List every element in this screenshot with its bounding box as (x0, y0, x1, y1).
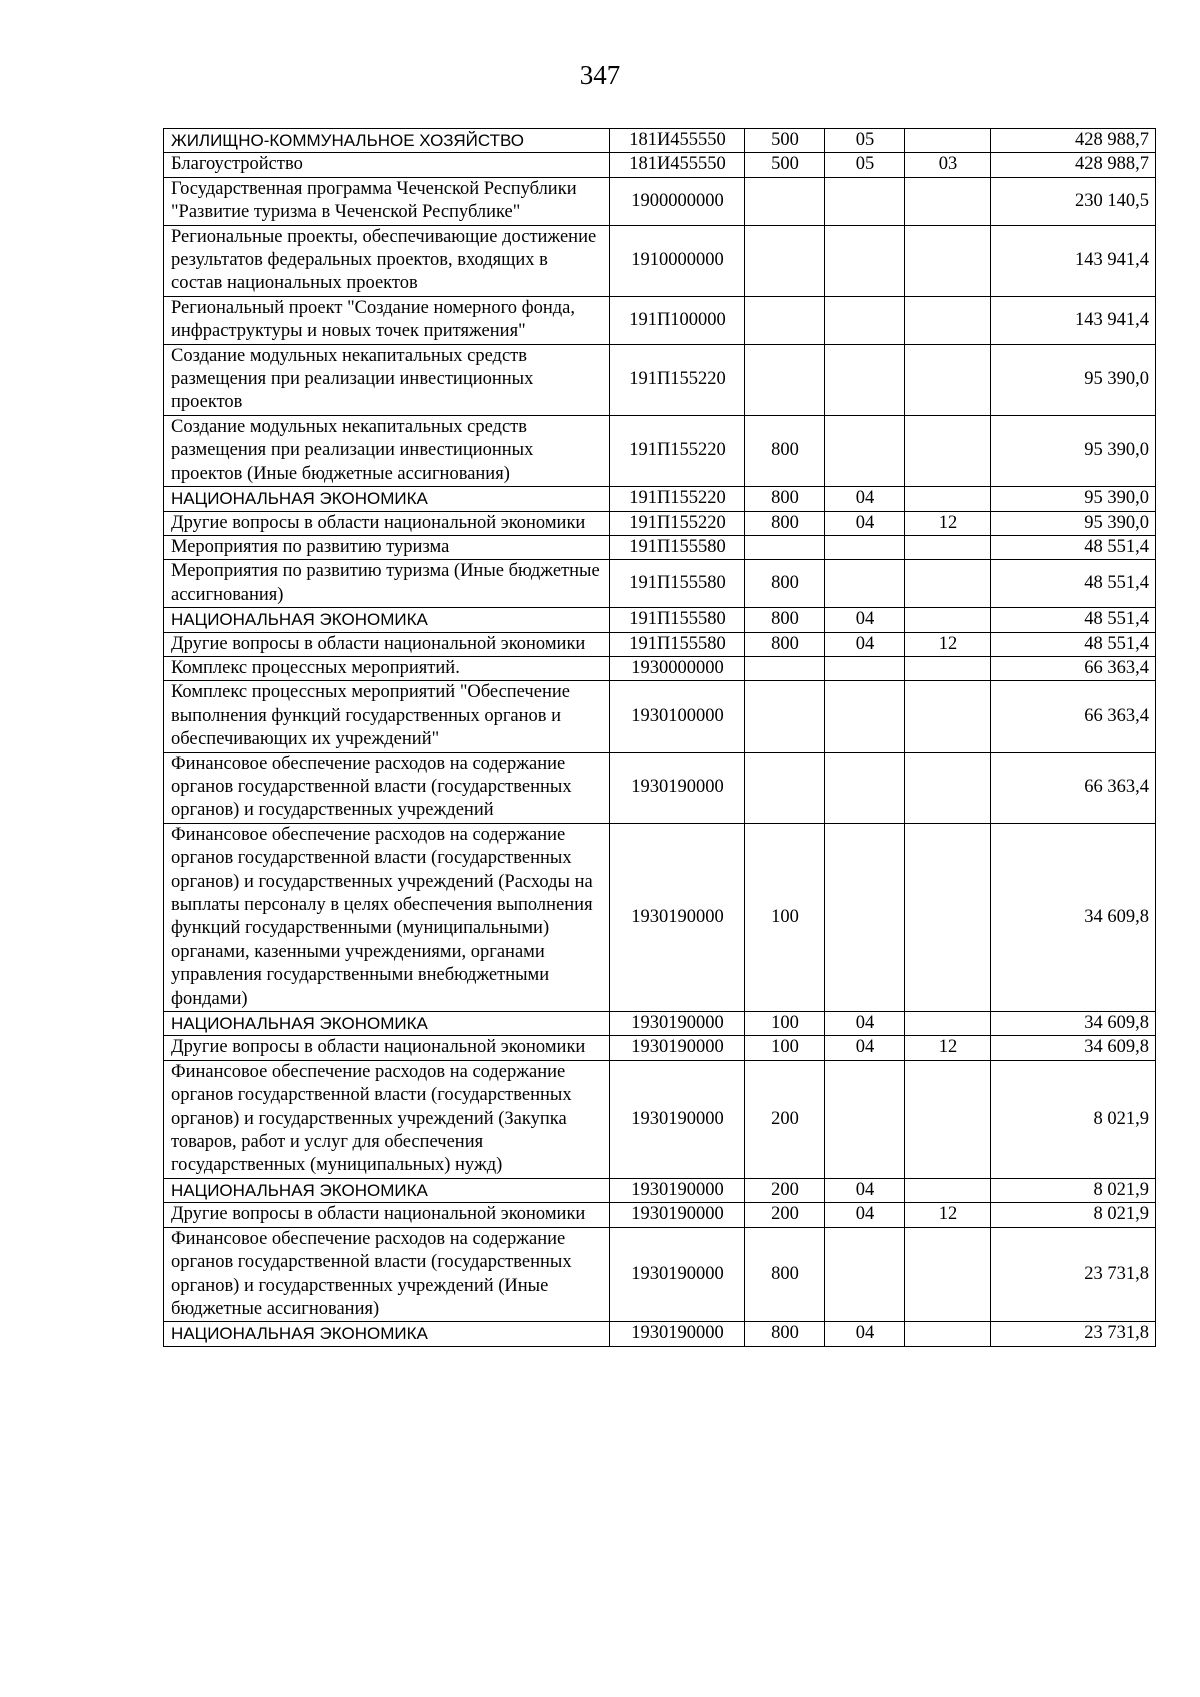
amount-cell: 95 390,0 (991, 344, 1156, 415)
expense-name-cell: Финансовое обеспечение расходов на содержание органов государственной власти (государственных органов) и государственных учреждений (Расходы на выплаты персоналу в целях обеспечения выполнения функций государственными (муниципальными) органами, казенными учреждениями, органами управления государственными внебюджетными фондами) (164, 823, 610, 1011)
section-code-cell: 04 (825, 632, 905, 656)
section-code-cell: 04 (825, 487, 905, 511)
section-code-cell (825, 177, 905, 225)
table-row (164, 535, 1156, 559)
section-code-cell: 04 (825, 1203, 905, 1227)
expense-type-cell: 100 (745, 1012, 825, 1036)
table-row (164, 415, 1156, 486)
section-code-cell (825, 1060, 905, 1178)
table-row (164, 1060, 1156, 1178)
expense-name-cell: Финансовое обеспечение расходов на содержание органов государственной власти (государственных органов) и государственных учреждений (Иные бюджетные ассигнования) (164, 1227, 610, 1322)
expense-type-cell: 500 (745, 129, 825, 153)
target-article-code-cell: 191П155580 (610, 535, 745, 559)
section-code-cell (825, 344, 905, 415)
subsection-code-cell (905, 608, 991, 632)
target-article-code-cell: 1930190000 (610, 1203, 745, 1227)
expense-type-cell: 100 (745, 823, 825, 1011)
table-row (164, 296, 1156, 344)
expense-type-cell: 500 (745, 153, 825, 177)
table-row (164, 1012, 1156, 1036)
table-row (164, 487, 1156, 511)
expense-type-cell: 800 (745, 1322, 825, 1346)
target-article-code-cell: 191П155220 (610, 344, 745, 415)
expense-name-cell: Финансовое обеспечение расходов на содержание органов государственной власти (государственных органов) и государственных учреждений (Закупка товаров, работ и услуг для обеспечения государственных (муниципальных) нужд) (164, 1060, 610, 1178)
expense-type-cell (745, 752, 825, 823)
amount-cell: 230 140,5 (991, 177, 1156, 225)
expense-name-cell: Другие вопросы в области национальной экономики (164, 1036, 610, 1060)
target-article-code-cell: 1930190000 (610, 823, 745, 1011)
subsection-code-cell (905, 752, 991, 823)
amount-cell: 95 390,0 (991, 415, 1156, 486)
table-row (164, 1036, 1156, 1060)
section-code-cell (825, 296, 905, 344)
expense-type-cell (745, 225, 825, 296)
subsection-code-cell (905, 487, 991, 511)
expense-name-cell: НАЦИОНАЛЬНАЯ ЭКОНОМИКА (164, 608, 610, 632)
table-row (164, 752, 1156, 823)
table-row (164, 511, 1156, 535)
amount-cell: 143 941,4 (991, 296, 1156, 344)
expense-name-cell: Благоустройство (164, 153, 610, 177)
table-row (164, 560, 1156, 608)
subsection-code-cell (905, 1060, 991, 1178)
section-code-cell (825, 560, 905, 608)
expense-type-cell (745, 296, 825, 344)
amount-cell: 23 731,8 (991, 1322, 1156, 1346)
subsection-code-cell (905, 656, 991, 680)
subsection-code-cell (905, 1178, 991, 1202)
amount-cell: 48 551,4 (991, 535, 1156, 559)
expense-name-cell: Региональный проект "Создание номерного фонда, инфраструктуры и новых точек притяжения" (164, 296, 610, 344)
section-code-cell (825, 1227, 905, 1322)
expense-name-cell: Мероприятия по развитию туризма (Иные бюджетные ассигнования) (164, 560, 610, 608)
table-row (164, 1203, 1156, 1227)
section-code-cell (825, 823, 905, 1011)
target-article-code-cell: 191П155220 (610, 511, 745, 535)
target-article-code-cell: 181И455550 (610, 129, 745, 153)
section-code-cell: 05 (825, 129, 905, 153)
subsection-code-cell (905, 129, 991, 153)
subsection-code-cell (905, 560, 991, 608)
table-row (164, 1227, 1156, 1322)
expense-name-cell: Финансовое обеспечение расходов на содержание органов государственной власти (государственных органов) и государственных учреждений (164, 752, 610, 823)
target-article-code-cell: 191П155580 (610, 632, 745, 656)
subsection-code-cell (905, 1227, 991, 1322)
target-article-code-cell: 1930000000 (610, 656, 745, 680)
amount-cell: 8 021,9 (991, 1060, 1156, 1178)
amount-cell: 143 941,4 (991, 225, 1156, 296)
expense-type-cell: 800 (745, 560, 825, 608)
amount-cell: 66 363,4 (991, 656, 1156, 680)
subsection-code-cell (905, 1322, 991, 1346)
expense-type-cell: 200 (745, 1178, 825, 1202)
amount-cell: 66 363,4 (991, 752, 1156, 823)
amount-cell: 34 609,8 (991, 1012, 1156, 1036)
amount-cell: 34 609,8 (991, 823, 1156, 1011)
target-article-code-cell: 191П155220 (610, 487, 745, 511)
target-article-code-cell: 191П100000 (610, 296, 745, 344)
amount-cell: 428 988,7 (991, 129, 1156, 153)
expense-type-cell (745, 177, 825, 225)
amount-cell: 23 731,8 (991, 1227, 1156, 1322)
expense-name-cell: НАЦИОНАЛЬНАЯ ЭКОНОМИКА (164, 1178, 610, 1202)
section-code-cell (825, 656, 905, 680)
subsection-code-cell (905, 681, 991, 752)
expense-type-cell: 800 (745, 415, 825, 486)
expense-type-cell: 800 (745, 1227, 825, 1322)
expense-name-cell: Другие вопросы в области национальной экономики (164, 632, 610, 656)
target-article-code-cell: 1900000000 (610, 177, 745, 225)
section-code-cell: 04 (825, 608, 905, 632)
table-row (164, 225, 1156, 296)
target-article-code-cell: 1930190000 (610, 1227, 745, 1322)
subsection-code-cell: 12 (905, 632, 991, 656)
target-article-code-cell: 1930190000 (610, 1322, 745, 1346)
expense-name-cell: Мероприятия по развитию туризма (164, 535, 610, 559)
table-row (164, 153, 1156, 177)
subsection-code-cell: 12 (905, 511, 991, 535)
expense-name-cell: НАЦИОНАЛЬНАЯ ЭКОНОМИКА (164, 1012, 610, 1036)
subsection-code-cell (905, 177, 991, 225)
target-article-code-cell: 1930190000 (610, 1036, 745, 1060)
table-row (164, 681, 1156, 752)
section-code-cell (825, 225, 905, 296)
target-article-code-cell: 191П155220 (610, 415, 745, 486)
amount-cell: 95 390,0 (991, 487, 1156, 511)
amount-cell: 95 390,0 (991, 511, 1156, 535)
subsection-code-cell (905, 535, 991, 559)
expense-name-cell: Государственная программа Чеченской Республики "Развитие туризма в Чеченской Республике" (164, 177, 610, 225)
amount-cell: 66 363,4 (991, 681, 1156, 752)
table-row (164, 608, 1156, 632)
expense-type-cell: 800 (745, 487, 825, 511)
amount-cell: 8 021,9 (991, 1178, 1156, 1202)
target-article-code-cell: 1930100000 (610, 681, 745, 752)
table-row (164, 1178, 1156, 1202)
expense-type-cell (745, 681, 825, 752)
budget-table (163, 128, 1156, 1347)
budget-table-body (164, 129, 1156, 1347)
expense-name-cell: Комплекс процессных мероприятий "Обеспечение выполнения функций государственных органов и обеспечивающих их учреждений" (164, 681, 610, 752)
section-code-cell: 04 (825, 1012, 905, 1036)
amount-cell: 34 609,8 (991, 1036, 1156, 1060)
table-row (164, 344, 1156, 415)
expense-name-cell: НАЦИОНАЛЬНАЯ ЭКОНОМИКА (164, 487, 610, 511)
expense-name-cell: ЖИЛИЩНО-КОММУНАЛЬНОЕ ХОЗЯЙСТВО (164, 129, 610, 153)
expense-name-cell: Комплекс процессных мероприятий. (164, 656, 610, 680)
table-row (164, 129, 1156, 153)
subsection-code-cell (905, 1012, 991, 1036)
target-article-code-cell: 1930190000 (610, 1178, 745, 1202)
page-number: 347 (579, 60, 621, 90)
table-row (164, 177, 1156, 225)
subsection-code-cell (905, 296, 991, 344)
section-code-cell (825, 681, 905, 752)
section-code-cell: 04 (825, 1178, 905, 1202)
expense-name-cell: Другие вопросы в области национальной экономики (164, 511, 610, 535)
amount-cell: 48 551,4 (991, 608, 1156, 632)
table-row (164, 656, 1156, 680)
subsection-code-cell (905, 415, 991, 486)
section-code-cell: 04 (825, 1036, 905, 1060)
expense-type-cell (745, 535, 825, 559)
amount-cell: 8 021,9 (991, 1203, 1156, 1227)
target-article-code-cell: 1930190000 (610, 752, 745, 823)
subsection-code-cell (905, 823, 991, 1011)
expense-type-cell: 800 (745, 511, 825, 535)
section-code-cell: 04 (825, 1322, 905, 1346)
table-row (164, 823, 1156, 1011)
table-row (164, 1322, 1156, 1346)
expense-type-cell (745, 656, 825, 680)
subsection-code-cell: 12 (905, 1203, 991, 1227)
section-code-cell (825, 535, 905, 559)
expense-name-cell: НАЦИОНАЛЬНАЯ ЭКОНОМИКА (164, 1322, 610, 1346)
subsection-code-cell (905, 225, 991, 296)
target-article-code-cell: 191П155580 (610, 608, 745, 632)
section-code-cell (825, 752, 905, 823)
expense-type-cell: 800 (745, 632, 825, 656)
expense-name-cell: Другие вопросы в области национальной экономики (164, 1203, 610, 1227)
expense-type-cell: 200 (745, 1060, 825, 1178)
target-article-code-cell: 1910000000 (610, 225, 745, 296)
subsection-code-cell: 12 (905, 1036, 991, 1060)
table-row (164, 632, 1156, 656)
target-article-code-cell: 1930190000 (610, 1012, 745, 1036)
expense-type-cell (745, 344, 825, 415)
amount-cell: 48 551,4 (991, 560, 1156, 608)
subsection-code-cell (905, 344, 991, 415)
expense-type-cell: 200 (745, 1203, 825, 1227)
section-code-cell (825, 415, 905, 486)
expense-type-cell: 100 (745, 1036, 825, 1060)
subsection-code-cell: 03 (905, 153, 991, 177)
amount-cell: 428 988,7 (991, 153, 1156, 177)
section-code-cell: 05 (825, 153, 905, 177)
target-article-code-cell: 1930190000 (610, 1060, 745, 1178)
target-article-code-cell: 181И455550 (610, 153, 745, 177)
amount-cell: 48 551,4 (991, 632, 1156, 656)
section-code-cell: 04 (825, 511, 905, 535)
expense-type-cell: 800 (745, 608, 825, 632)
target-article-code-cell: 191П155580 (610, 560, 745, 608)
expense-name-cell: Создание модульных некапитальных средств размещения при реализации инвестиционных проектов (Иные бюджетные ассигнования) (164, 415, 610, 486)
expense-name-cell: Создание модульных некапитальных средств размещения при реализации инвестиционных проектов (164, 344, 610, 415)
expense-name-cell: Региональные проекты, обеспечивающие достижение результатов федеральных проектов, входящих в состав национальных проектов (164, 225, 610, 296)
